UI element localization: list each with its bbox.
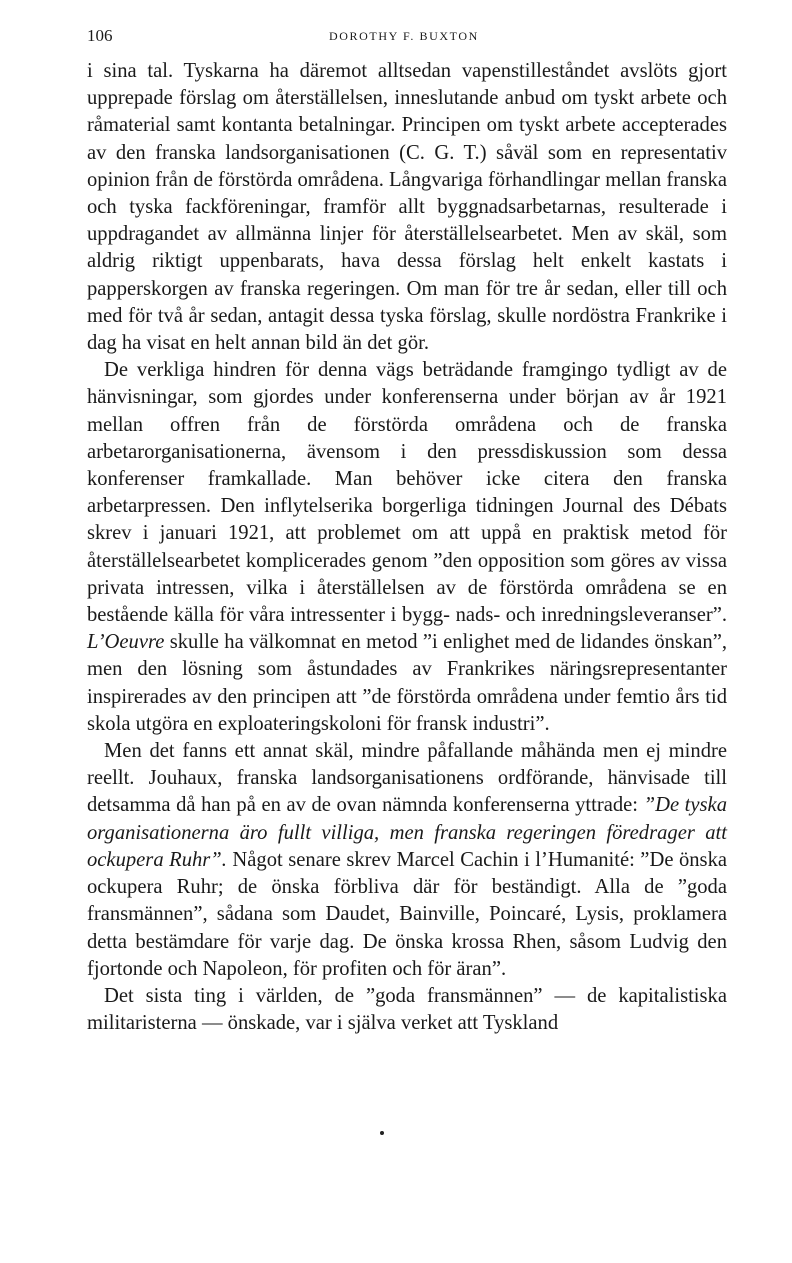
body-text [87, 58, 727, 1037]
paragraph-4 [87, 983, 727, 1037]
text-segment: Något senare skrev Marcel Cachin i l’Humanité: ”De önska ockupera Ruhr; de önska förbliva där för beständigt. Alla de ”goda fransmännen”, sådana som Daudet, Bainville, Poincaré, Lysis, proklamera detta bestämdare för varje dag. De önska krossa Rhen, såsom Ludvig den fjortonde och Napoleon, för profiten och för äran”. [87, 848, 728, 980]
running-head: DOROTHY F. BUXTON [329, 29, 479, 43]
text-segment: i sina tal. Tyskarna ha däremot alltsedan vapenstilleståndet avslöts gjort upprepade förslag om återställelsen, inneslutande anbud om tyskt arbete och råmaterial samt kontanta betalningar. Principen om tyskt arbete accepterades av den franska landsorganisationen (C. G. T.) såväl som en representativ opinion från de förstörda områdena. Långvariga förhandlingar mellan franska och tyska fackföreningar, framför allt byggnadsarbetarnas, resulterade i uppdragandet av allmänna linjer för återställelsearbetet. Men av skäl, som aldrig riktigt uppenbarats, hava dessa förslag helt enkelt kastats i papperskorgen av franska regeringen. Om man för tre år sedan, eller till och med för två år sedan, antagit dessa tyska förslag, skulle nordöstra Frankrike i dag ha visat en helt annan bild än det gör. [87, 60, 727, 355]
page-number: 106 [87, 26, 113, 45]
italic-segment: L’Oeuvre [87, 631, 165, 654]
italic-segment: ”De tyska organisationerna äro fullt villiga, men franska regeringen föredrager att ockupera Ruhr”. [87, 794, 727, 871]
paragraph-2 [87, 357, 727, 738]
text-segment: Men det fanns ett annat skäl, mindre påfallande måhända men ej mindre reellt. Jouhaux, franska landsorganisationens ordförande, hänvisade till detsamma då han på en av de ovan nämnda konferenserna yttrade: [87, 740, 727, 817]
page-header [87, 26, 727, 50]
text-segment: Det sista ting i världen, de ”goda fransmännen” — de kapitalistiska militaristerna — önskade, var i själva verket att Tyskland [87, 984, 727, 1035]
paragraph-1 [87, 58, 727, 357]
print-mark [380, 1131, 384, 1135]
paragraph-3 [87, 738, 727, 983]
text-segment: skulle ha välkomnat en metod ”i enlighet med de lidandes önskan”, men den lösning som åstundades av Frankrikes näringsrepresentanter inspirerades av den principen att ”de förstörda områdena under femtio års tid skola utgöra en exploateringskoloni för fransk industri”. [87, 631, 727, 735]
text-segment: De verkliga hindren för denna vägs beträdande framgingo tydligt av de hänvisningar, som gjordes under konferenserna under början av år 1921 mellan offren från de förstörda områdena och de franska arbetarorganisationerna, ävensom i den pressdiskussion som dessa konferenser framkallade. Man behöver icke citera den franska arbetarpressen. Den inflytelserika borgerliga tidningen Journal des Débats skrev i januari 1921, att problemet om att uppå en praktisk metod för återställelsearbetet komplicerades genom ”den opposition som göres av vissa privata intressen, vilka i återställelsen av de förstörda områdena se en bestående källa för våra intressenter i bygg- nads- och inredningsleveranser”. [87, 359, 727, 627]
